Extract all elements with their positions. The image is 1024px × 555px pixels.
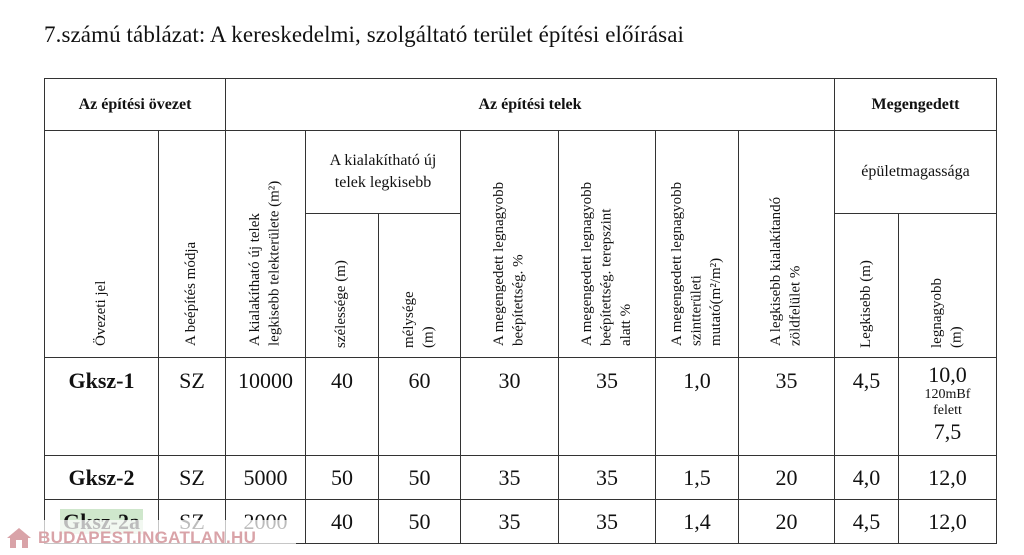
header-building-height: épületmagassága xyxy=(835,131,997,214)
zone-code: Gksz-1 xyxy=(45,358,159,456)
coverage-below: 35 xyxy=(559,358,656,456)
floor-area-ratio: 1,0 xyxy=(656,358,739,456)
coverage: 35 xyxy=(461,456,559,500)
col-depth: mélysége (m) xyxy=(379,214,461,358)
table-title: 7.számú táblázat: A kereskedelmi, szolgáltató terület építési előírásai xyxy=(44,22,685,47)
green-area: 20 xyxy=(739,456,835,500)
width: 50 xyxy=(306,456,379,500)
coverage-below: 35 xyxy=(559,500,656,544)
col-min-green: A legkisebb kialakítandó zöldfelület % xyxy=(739,131,835,358)
col-max-coverage-below: A megengedett legnagyobb beépítettség. terepszint alatt % xyxy=(559,131,656,358)
height-max: 12,0 xyxy=(899,500,997,544)
header-allowed: Megengedett xyxy=(835,79,997,131)
green-area: 35 xyxy=(739,358,835,456)
build-mode: SZ xyxy=(159,456,226,500)
coverage: 35 xyxy=(461,500,559,544)
col-height-max: legnagyobb (m) xyxy=(899,214,997,358)
height-max: 10,0 120mBf felett 7,5 xyxy=(899,358,997,456)
table-row xyxy=(45,358,997,456)
height-min: 4,0 xyxy=(835,456,899,500)
col-build-mode: A beépítés módja xyxy=(159,131,226,358)
watermark xyxy=(0,520,296,555)
table-row xyxy=(45,456,997,500)
depth: 60 xyxy=(379,358,461,456)
coverage-below: 35 xyxy=(559,456,656,500)
coverage: 30 xyxy=(461,358,559,456)
watermark-text: BUDAPEST.INGATLAN.HU xyxy=(38,527,257,547)
min-area: 10000 xyxy=(226,358,306,456)
floor-area-ratio: 1,5 xyxy=(656,456,739,500)
build-mode: SZ xyxy=(159,358,226,456)
col-height-min: Legkisebb (m) xyxy=(835,214,899,358)
header-zone: Az építési övezet xyxy=(45,79,226,131)
height-max: 12,0 xyxy=(899,456,997,500)
col-max-coverage: A megengedett legnagyobb beépítettség. % xyxy=(461,131,559,358)
regulation-table xyxy=(44,78,997,544)
min-area: 5000 xyxy=(226,456,306,500)
zone-code: Gksz-2 xyxy=(45,456,159,500)
width: 40 xyxy=(306,358,379,456)
width: 40 xyxy=(306,500,379,544)
house-icon xyxy=(6,527,32,549)
height-min: 4,5 xyxy=(835,358,899,456)
col-floor-area-ratio: A megengedett legnagyobb szintterületi mutató(m²/m²) xyxy=(656,131,739,358)
header-row-1 xyxy=(45,79,997,131)
depth: 50 xyxy=(379,456,461,500)
header-plot: Az építési telek xyxy=(226,79,835,131)
col-min-area: A kialakítható új telek legkisebb telekterülete (m²) xyxy=(226,131,306,358)
floor-area-ratio: 1,4 xyxy=(656,500,739,544)
col-width: szélessége (m) xyxy=(306,214,379,358)
green-area: 20 xyxy=(739,500,835,544)
depth: 50 xyxy=(379,500,461,544)
height-min: 4,5 xyxy=(835,500,899,544)
header-min-new-plot: A kialakítható új telek legkisebb xyxy=(306,131,461,214)
header-row-2 xyxy=(45,131,997,214)
col-zone-code: Övezeti jel xyxy=(45,131,159,358)
